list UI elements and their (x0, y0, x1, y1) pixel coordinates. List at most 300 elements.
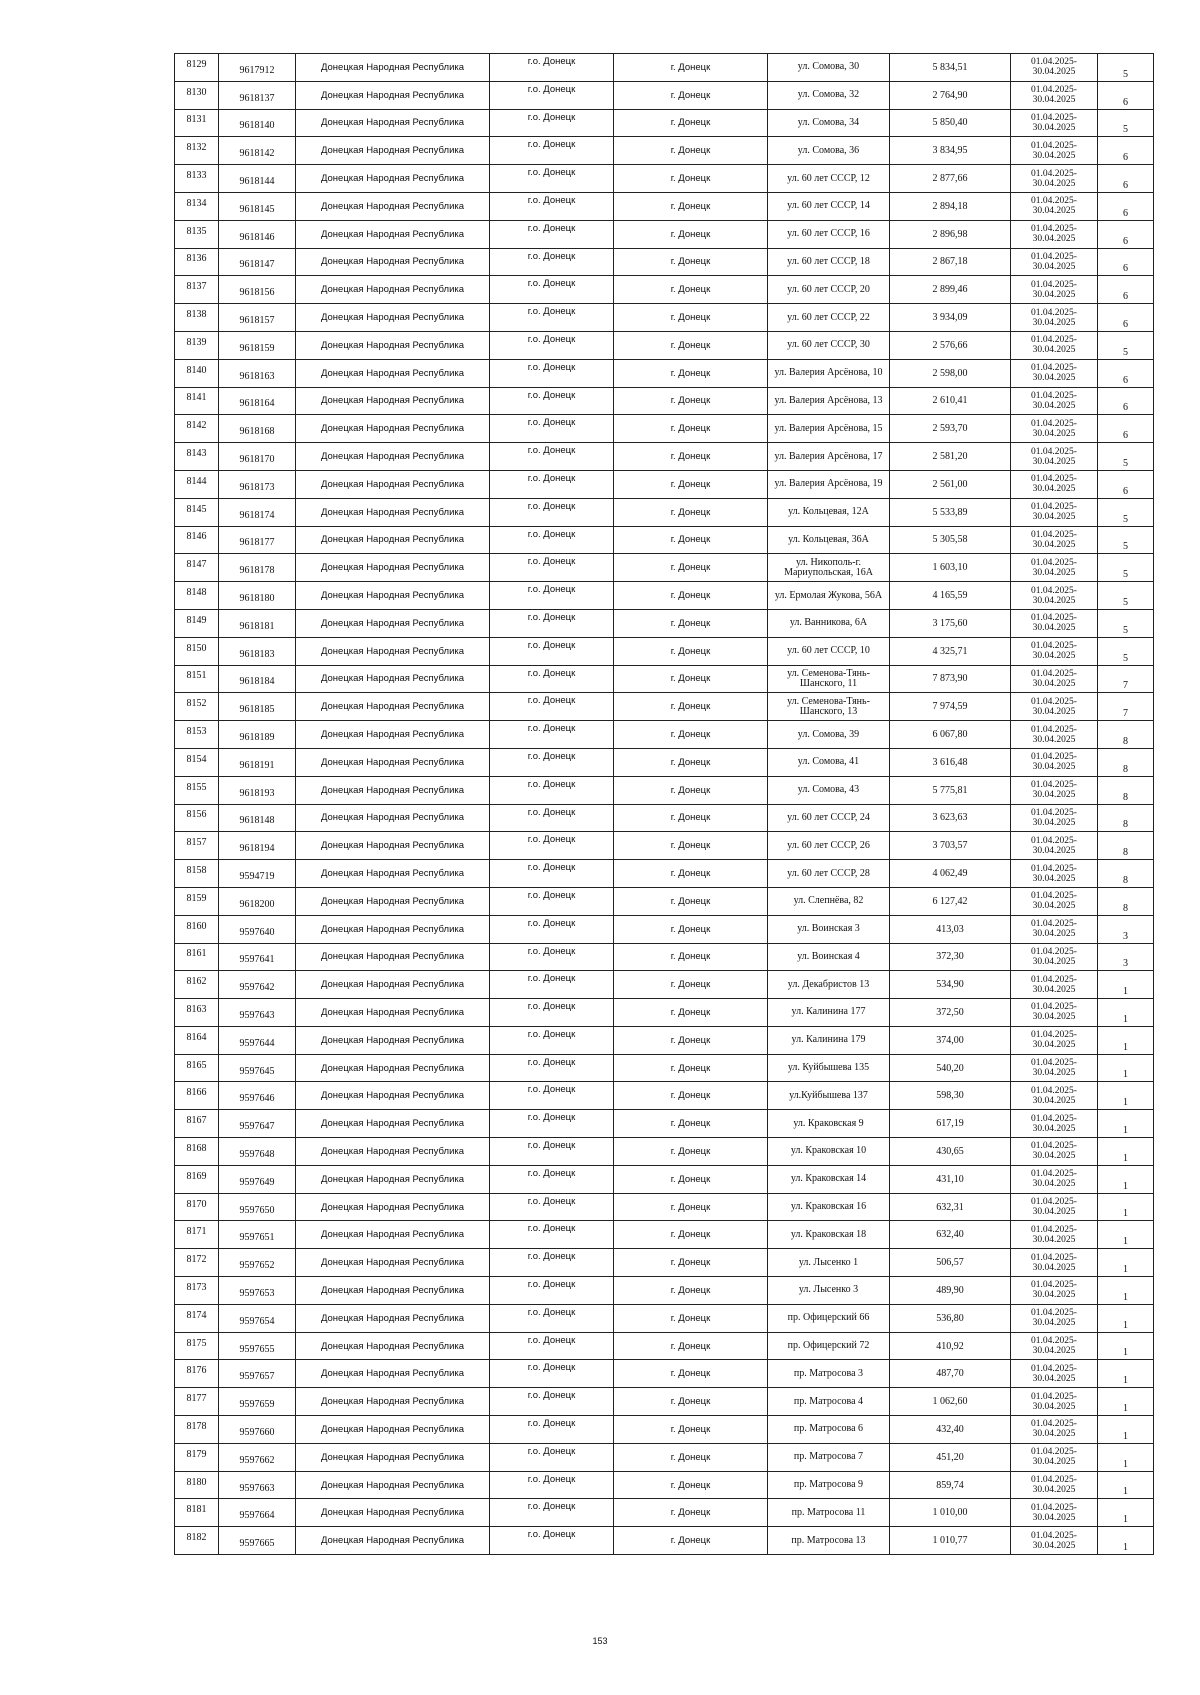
address-cell: ул. 60 лет СССР, 28 (768, 860, 890, 888)
region-cell: Донецкая Народная Республика (296, 999, 490, 1027)
object-id: 9597641 (219, 943, 296, 971)
area-cell: 3 703,57 (890, 832, 1011, 860)
municipality-cell: г.о. Донецк (490, 1165, 614, 1193)
period-cell: 01.04.2025-30.04.2025 (1011, 943, 1098, 971)
region-cell: Донецкая Народная Республика (296, 1054, 490, 1082)
region-cell: Донецкая Народная Республика (296, 1138, 490, 1166)
municipality-cell: г.о. Донецк (490, 415, 614, 443)
city-cell: г. Донецк (614, 54, 768, 82)
count-cell: 1 (1098, 1082, 1154, 1110)
municipality-cell: г.о. Донецк (490, 331, 614, 359)
table-row (175, 1110, 1154, 1138)
municipality-cell: г.о. Донецк (490, 165, 614, 193)
address-cell: ул. Калинина 177 (768, 999, 890, 1027)
region-cell: Донецкая Народная Республика (296, 109, 490, 137)
address-cell: пр. Матросова 6 (768, 1416, 890, 1444)
table-row (175, 526, 1154, 554)
object-id: 9618194 (219, 832, 296, 860)
period-cell: 01.04.2025-30.04.2025 (1011, 137, 1098, 165)
table-row (175, 1388, 1154, 1416)
area-cell: 2 610,41 (890, 387, 1011, 415)
object-id: 9618140 (219, 109, 296, 137)
count-cell: 6 (1098, 220, 1154, 248)
municipality-cell: г.о. Донецк (490, 1249, 614, 1277)
address-cell: ул. Сомова, 34 (768, 109, 890, 137)
area-cell: 2 899,46 (890, 276, 1011, 304)
address-cell: ул. 60 лет СССР, 20 (768, 276, 890, 304)
region-cell: Донецкая Народная Республика (296, 498, 490, 526)
table-row (175, 943, 1154, 971)
table-row (175, 637, 1154, 665)
area-cell: 2 894,18 (890, 192, 1011, 220)
area-cell: 4 165,59 (890, 582, 1011, 610)
region-cell: Донецкая Народная Республика (296, 609, 490, 637)
table-row (175, 304, 1154, 332)
address-cell: ул. 60 лет СССР, 12 (768, 165, 890, 193)
row-number: 8146 (175, 526, 219, 554)
region-cell: Донецкая Народная Республика (296, 165, 490, 193)
count-cell: 1 (1098, 1443, 1154, 1471)
period-cell: 01.04.2025-30.04.2025 (1011, 498, 1098, 526)
period-cell: 01.04.2025-30.04.2025 (1011, 1193, 1098, 1221)
region-cell: Донецкая Народная Республика (296, 943, 490, 971)
row-number: 8129 (175, 54, 219, 82)
table-row (175, 331, 1154, 359)
row-number: 8144 (175, 470, 219, 498)
area-cell: 1 603,10 (890, 554, 1011, 582)
city-cell: г. Донецк (614, 693, 768, 721)
area-cell: 5 305,58 (890, 526, 1011, 554)
city-cell: г. Донецк (614, 1026, 768, 1054)
object-id: 9618184 (219, 665, 296, 693)
region-cell: Донецкая Народная Республика (296, 971, 490, 999)
region-cell: Донецкая Народная Республика (296, 1082, 490, 1110)
municipality-cell: г.о. Донецк (490, 192, 614, 220)
period-cell: 01.04.2025-30.04.2025 (1011, 665, 1098, 693)
address-cell: ул. Декабристов 13 (768, 971, 890, 999)
city-cell: г. Донецк (614, 721, 768, 749)
city-cell: г. Донецк (614, 1527, 768, 1555)
row-number: 8162 (175, 971, 219, 999)
row-number: 8140 (175, 359, 219, 387)
city-cell: г. Донецк (614, 943, 768, 971)
table-row (175, 1360, 1154, 1388)
municipality-cell: г.о. Донецк (490, 1388, 614, 1416)
object-id: 9618191 (219, 748, 296, 776)
area-cell: 632,40 (890, 1221, 1011, 1249)
page-number: 153 (592, 1636, 608, 1646)
area-cell: 487,70 (890, 1360, 1011, 1388)
row-number: 8174 (175, 1304, 219, 1332)
address-cell: ул. 60 лет СССР, 22 (768, 304, 890, 332)
row-number: 8137 (175, 276, 219, 304)
count-cell: 8 (1098, 721, 1154, 749)
period-cell: 01.04.2025-30.04.2025 (1011, 54, 1098, 82)
count-cell: 6 (1098, 248, 1154, 276)
table-row (175, 165, 1154, 193)
city-cell: г. Донецк (614, 1304, 768, 1332)
region-cell: Донецкая Народная Республика (296, 1471, 490, 1499)
city-cell: г. Донецк (614, 776, 768, 804)
address-cell: ул. Кольцевая, 12А (768, 498, 890, 526)
municipality-cell: г.о. Донецк (490, 971, 614, 999)
count-cell: 1 (1098, 1277, 1154, 1305)
object-id: 9618159 (219, 331, 296, 359)
area-cell: 6 067,80 (890, 721, 1011, 749)
count-cell: 5 (1098, 54, 1154, 82)
area-cell: 2 593,70 (890, 415, 1011, 443)
address-cell: ул. Краковская 18 (768, 1221, 890, 1249)
address-cell: ул. 60 лет СССР, 14 (768, 192, 890, 220)
table-row (175, 609, 1154, 637)
city-cell: г. Донецк (614, 470, 768, 498)
address-cell: пр. Матросова 4 (768, 1388, 890, 1416)
table-row (175, 554, 1154, 582)
municipality-cell: г.о. Донецк (490, 1443, 614, 1471)
count-cell: 8 (1098, 832, 1154, 860)
region-cell: Донецкая Народная Республика (296, 887, 490, 915)
region-cell: Донецкая Народная Республика (296, 804, 490, 832)
object-id: 9618145 (219, 192, 296, 220)
region-cell: Донецкая Народная Республика (296, 81, 490, 109)
table-row (175, 137, 1154, 165)
row-number: 8130 (175, 81, 219, 109)
period-cell: 01.04.2025-30.04.2025 (1011, 1332, 1098, 1360)
city-cell: г. Донецк (614, 1332, 768, 1360)
table-row (175, 1471, 1154, 1499)
period-cell: 01.04.2025-30.04.2025 (1011, 999, 1098, 1027)
row-number: 8165 (175, 1054, 219, 1082)
municipality-cell: г.о. Донецк (490, 609, 614, 637)
row-number: 8154 (175, 748, 219, 776)
count-cell: 1 (1098, 1249, 1154, 1277)
period-cell: 01.04.2025-30.04.2025 (1011, 526, 1098, 554)
address-cell: ул. Семенова-Тянь-Шанского, 11 (768, 665, 890, 693)
municipality-cell: г.о. Донецк (490, 1026, 614, 1054)
table-row (175, 693, 1154, 721)
area-cell: 536,80 (890, 1304, 1011, 1332)
area-cell: 6 127,42 (890, 887, 1011, 915)
address-cell: пр. Матросова 13 (768, 1527, 890, 1555)
municipality-cell: г.о. Донецк (490, 1110, 614, 1138)
count-cell: 8 (1098, 804, 1154, 832)
period-cell: 01.04.2025-30.04.2025 (1011, 1527, 1098, 1555)
municipality-cell: г.о. Донецк (490, 304, 614, 332)
city-cell: г. Донецк (614, 609, 768, 637)
region-cell: Донецкая Народная Республика (296, 137, 490, 165)
count-cell: 6 (1098, 470, 1154, 498)
object-id: 9597648 (219, 1138, 296, 1166)
count-cell: 8 (1098, 887, 1154, 915)
area-cell: 3 834,95 (890, 137, 1011, 165)
count-cell: 1 (1098, 1304, 1154, 1332)
area-cell: 7 974,59 (890, 693, 1011, 721)
table-body (175, 54, 1154, 1555)
period-cell: 01.04.2025-30.04.2025 (1011, 1304, 1098, 1332)
table-row (175, 915, 1154, 943)
city-cell: г. Донецк (614, 915, 768, 943)
count-cell: 5 (1098, 109, 1154, 137)
region-cell: Донецкая Народная Республика (296, 387, 490, 415)
count-cell: 5 (1098, 637, 1154, 665)
region-cell: Донецкая Народная Республика (296, 860, 490, 888)
object-id: 9597645 (219, 1054, 296, 1082)
table-row (175, 776, 1154, 804)
area-cell: 451,20 (890, 1443, 1011, 1471)
city-cell: г. Донецк (614, 1054, 768, 1082)
address-cell: ул. Ванникова, 6А (768, 609, 890, 637)
address-cell: ул. Воинская 3 (768, 915, 890, 943)
address-cell: ул. Сомова, 36 (768, 137, 890, 165)
object-id: 9618181 (219, 609, 296, 637)
period-cell: 01.04.2025-30.04.2025 (1011, 721, 1098, 749)
municipality-cell: г.о. Донецк (490, 887, 614, 915)
object-id: 9618168 (219, 415, 296, 443)
count-cell: 3 (1098, 943, 1154, 971)
municipality-cell: г.о. Донецк (490, 776, 614, 804)
address-cell: ул. 60 лет СССР, 24 (768, 804, 890, 832)
object-id: 9597657 (219, 1360, 296, 1388)
object-id: 9597650 (219, 1193, 296, 1221)
count-cell: 1 (1098, 1193, 1154, 1221)
period-cell: 01.04.2025-30.04.2025 (1011, 81, 1098, 109)
city-cell: г. Донецк (614, 387, 768, 415)
area-cell: 7 873,90 (890, 665, 1011, 693)
period-cell: 01.04.2025-30.04.2025 (1011, 915, 1098, 943)
object-id: 9618183 (219, 637, 296, 665)
municipality-cell: г.о. Донецк (490, 693, 614, 721)
area-cell: 5 850,40 (890, 109, 1011, 137)
row-number: 8143 (175, 443, 219, 471)
period-cell: 01.04.2025-30.04.2025 (1011, 331, 1098, 359)
row-number: 8153 (175, 721, 219, 749)
object-id: 9597644 (219, 1026, 296, 1054)
address-cell: ул. Сомова, 43 (768, 776, 890, 804)
municipality-cell: г.о. Донецк (490, 443, 614, 471)
object-id: 9618164 (219, 387, 296, 415)
region-cell: Донецкая Народная Республика (296, 748, 490, 776)
period-cell: 01.04.2025-30.04.2025 (1011, 693, 1098, 721)
row-number: 8161 (175, 943, 219, 971)
address-cell: пр. Офицерский 66 (768, 1304, 890, 1332)
period-cell: 01.04.2025-30.04.2025 (1011, 1416, 1098, 1444)
area-cell: 506,57 (890, 1249, 1011, 1277)
object-id: 9597653 (219, 1277, 296, 1305)
count-cell: 1 (1098, 1527, 1154, 1555)
object-id: 9597646 (219, 1082, 296, 1110)
region-cell: Донецкая Народная Республика (296, 1110, 490, 1138)
region-cell: Донецкая Народная Республика (296, 693, 490, 721)
period-cell: 01.04.2025-30.04.2025 (1011, 1110, 1098, 1138)
city-cell: г. Донецк (614, 526, 768, 554)
row-number: 8141 (175, 387, 219, 415)
municipality-cell: г.о. Донецк (490, 1082, 614, 1110)
city-cell: г. Донецк (614, 415, 768, 443)
address-cell: ул. 60 лет СССР, 18 (768, 248, 890, 276)
period-cell: 01.04.2025-30.04.2025 (1011, 248, 1098, 276)
period-cell: 01.04.2025-30.04.2025 (1011, 276, 1098, 304)
object-id: 9618193 (219, 776, 296, 804)
table-row (175, 1221, 1154, 1249)
region-cell: Донецкая Народная Республика (296, 1221, 490, 1249)
municipality-cell: г.о. Донецк (490, 470, 614, 498)
area-cell: 2 581,20 (890, 443, 1011, 471)
municipality-cell: г.о. Донецк (490, 109, 614, 137)
count-cell: 6 (1098, 359, 1154, 387)
address-cell: ул. Ермолая Жукова, 56А (768, 582, 890, 610)
object-id: 9617912 (219, 54, 296, 82)
address-cell: ул. Никополь-г. Мариупольская, 16А (768, 554, 890, 582)
table-row (175, 1443, 1154, 1471)
municipality-cell: г.о. Донецк (490, 943, 614, 971)
municipality-cell: г.о. Донецк (490, 220, 614, 248)
area-cell: 2 867,18 (890, 248, 1011, 276)
period-cell: 01.04.2025-30.04.2025 (1011, 1360, 1098, 1388)
region-cell: Донецкая Народная Республика (296, 192, 490, 220)
row-number: 8169 (175, 1165, 219, 1193)
city-cell: г. Донецк (614, 1471, 768, 1499)
object-id: 9618147 (219, 248, 296, 276)
address-cell: пр. Офицерский 72 (768, 1332, 890, 1360)
area-cell: 2 877,66 (890, 165, 1011, 193)
table-row (175, 1249, 1154, 1277)
address-cell: ул. Семенова-Тянь-Шанского, 13 (768, 693, 890, 721)
table-row (175, 971, 1154, 999)
municipality-cell: г.о. Донецк (490, 999, 614, 1027)
area-cell: 534,90 (890, 971, 1011, 999)
area-cell: 3 616,48 (890, 748, 1011, 776)
region-cell: Донецкая Народная Республика (296, 359, 490, 387)
row-number: 8142 (175, 415, 219, 443)
table-row (175, 1332, 1154, 1360)
address-cell: ул. 60 лет СССР, 26 (768, 832, 890, 860)
table-row (175, 54, 1154, 82)
region-cell: Донецкая Народная Республика (296, 832, 490, 860)
table-row (175, 192, 1154, 220)
city-cell: г. Донецк (614, 971, 768, 999)
table-row (175, 832, 1154, 860)
area-cell: 430,65 (890, 1138, 1011, 1166)
table-row (175, 860, 1154, 888)
period-cell: 01.04.2025-30.04.2025 (1011, 1277, 1098, 1305)
table-row (175, 665, 1154, 693)
object-id: 9618144 (219, 165, 296, 193)
row-number: 8171 (175, 1221, 219, 1249)
address-cell: пр. Матросова 3 (768, 1360, 890, 1388)
count-cell: 5 (1098, 582, 1154, 610)
municipality-cell: г.о. Донецк (490, 1332, 614, 1360)
region-cell: Донецкая Народная Республика (296, 915, 490, 943)
region-cell: Донецкая Народная Республика (296, 248, 490, 276)
municipality-cell: г.о. Донецк (490, 860, 614, 888)
area-cell: 4 325,71 (890, 637, 1011, 665)
city-cell: г. Донецк (614, 498, 768, 526)
area-cell: 2 561,00 (890, 470, 1011, 498)
row-number: 8138 (175, 304, 219, 332)
municipality-cell: г.о. Донецк (490, 637, 614, 665)
table-row (175, 81, 1154, 109)
area-cell: 410,92 (890, 1332, 1011, 1360)
area-cell: 632,31 (890, 1193, 1011, 1221)
row-number: 8164 (175, 1026, 219, 1054)
municipality-cell: г.о. Донецк (490, 665, 614, 693)
row-number: 8145 (175, 498, 219, 526)
municipality-cell: г.о. Донецк (490, 137, 614, 165)
period-cell: 01.04.2025-30.04.2025 (1011, 887, 1098, 915)
row-number: 8135 (175, 220, 219, 248)
count-cell: 1 (1098, 971, 1154, 999)
object-id: 9618200 (219, 887, 296, 915)
address-cell: ул. Сомова, 30 (768, 54, 890, 82)
city-cell: г. Донецк (614, 1388, 768, 1416)
period-cell: 01.04.2025-30.04.2025 (1011, 804, 1098, 832)
area-cell: 413,03 (890, 915, 1011, 943)
region-cell: Донецкая Народная Республика (296, 1527, 490, 1555)
city-cell: г. Донецк (614, 1277, 768, 1305)
municipality-cell: г.о. Донецк (490, 276, 614, 304)
period-cell: 01.04.2025-30.04.2025 (1011, 304, 1098, 332)
object-id: 9594719 (219, 860, 296, 888)
period-cell: 01.04.2025-30.04.2025 (1011, 1249, 1098, 1277)
row-number: 8147 (175, 554, 219, 582)
count-cell: 8 (1098, 776, 1154, 804)
object-id: 9618170 (219, 443, 296, 471)
region-cell: Донецкая Народная Республика (296, 582, 490, 610)
period-cell: 01.04.2025-30.04.2025 (1011, 637, 1098, 665)
city-cell: г. Донецк (614, 1416, 768, 1444)
municipality-cell: г.о. Донецк (490, 1304, 614, 1332)
area-cell: 2 896,98 (890, 220, 1011, 248)
table-row (175, 1054, 1154, 1082)
table-row (175, 359, 1154, 387)
region-cell: Донецкая Народная Республика (296, 276, 490, 304)
city-cell: г. Донецк (614, 832, 768, 860)
row-number: 8170 (175, 1193, 219, 1221)
row-number: 8166 (175, 1082, 219, 1110)
object-id: 9597649 (219, 1165, 296, 1193)
object-id: 9597647 (219, 1110, 296, 1138)
count-cell: 1 (1098, 1026, 1154, 1054)
table-row (175, 1416, 1154, 1444)
region-cell: Донецкая Народная Республика (296, 415, 490, 443)
municipality-cell: г.о. Донецк (490, 804, 614, 832)
period-cell: 01.04.2025-30.04.2025 (1011, 776, 1098, 804)
address-cell: ул. Сомова, 39 (768, 721, 890, 749)
city-cell: г. Донецк (614, 1221, 768, 1249)
object-id: 9618146 (219, 220, 296, 248)
municipality-cell: г.о. Донецк (490, 1416, 614, 1444)
region-cell: Донецкая Народная Республика (296, 1388, 490, 1416)
count-cell: 6 (1098, 387, 1154, 415)
row-number: 8132 (175, 137, 219, 165)
row-number: 8172 (175, 1249, 219, 1277)
region-cell: Донецкая Народная Республика (296, 665, 490, 693)
period-cell: 01.04.2025-30.04.2025 (1011, 387, 1098, 415)
region-cell: Донецкая Народная Республика (296, 331, 490, 359)
municipality-cell: г.о. Донецк (490, 832, 614, 860)
area-cell: 5 775,81 (890, 776, 1011, 804)
count-cell: 8 (1098, 748, 1154, 776)
object-id: 9597663 (219, 1471, 296, 1499)
area-cell: 3 623,63 (890, 804, 1011, 832)
region-cell: Донецкая Народная Республика (296, 304, 490, 332)
region-cell: Донецкая Народная Республика (296, 1304, 490, 1332)
area-cell: 5 533,89 (890, 498, 1011, 526)
address-cell: ул. Калинина 179 (768, 1026, 890, 1054)
period-cell: 01.04.2025-30.04.2025 (1011, 470, 1098, 498)
region-cell: Донецкая Народная Республика (296, 554, 490, 582)
table-row (175, 470, 1154, 498)
